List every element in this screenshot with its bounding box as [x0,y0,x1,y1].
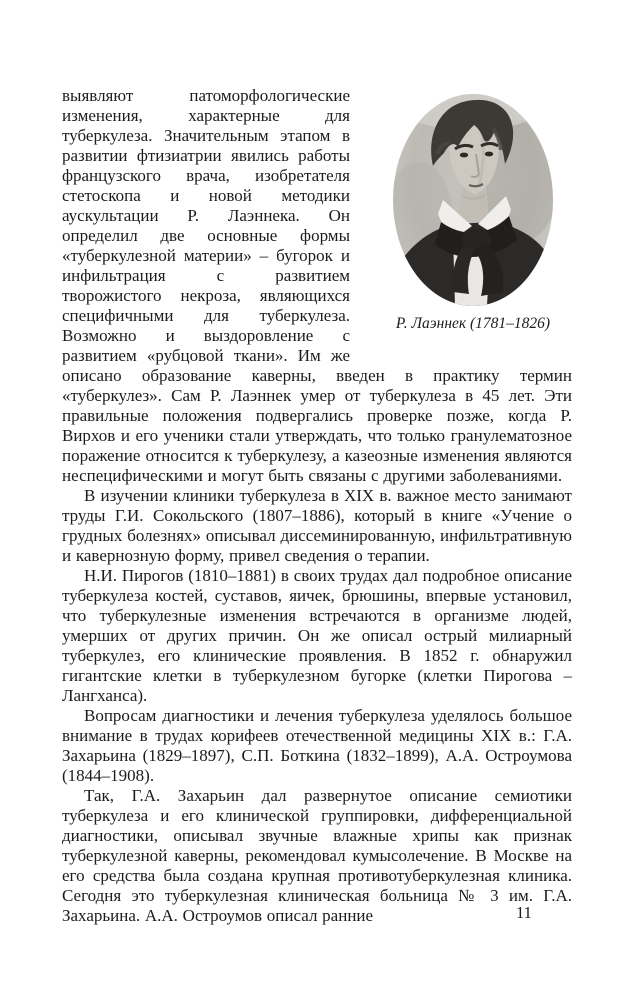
page-content [62,86,572,926]
paragraph: Так, Г.А. Захарьин дал развернутое описание семиотики туберкулеза и его клинической группировки, дифференциальной диагностики, описывал звучные влажные хрипы как признак туберкулезной каверны, рекомендовал кумысолечение. В Москве на его средства была создана крупная противотуберкулезная клиника. Сегодня это туберкулезная клиническая больница № 3 им. Г.А. Захарьина. А.А. Остроумов описал ранние [62,786,572,925]
portrait-caption: Р. Лаэннек (1781–1826) [395,315,551,332]
laennec-portrait-image [393,94,553,306]
laennec-portrait-figure [374,86,572,333]
paragraph: В изучении клиники туберкулеза в XIX в. важное место занимают труды Г.И. Сокольского (1807–1886), который в книге «Учение о грудных болезнях» описывал диссеминированную, инфильтративную и кавернозную форму, привел сведения о терапии. [62,486,572,565]
paragraph: выявляют патоморфологические изменения, характерные для туберкулеза. Значительным этапом в развитии фтизиатрии явились работы французского врача, изобретателя стетоскопа и новой методики аускультации Р. Лаэннека. Он определил две основные формы «туберкулезной материи» – бугорок и инфильтрация с развитием творожистого некроза, являющихся специфичными для туберкулеза. Возможно и выздоровление с развитием «рубцовой ткани». Им же описано образование каверны, введен в практику термин «туберкулез». Сам Р. Лаэннек умер от туберкулеза в 45 лет. Эти правильные положения подвергались проверке позже, когда Р. Вирхов и его ученики стали утверждать, что только гранулематозное поражение относится к туберкулезу, а казеозные изменения являются неспецифическими и могут быть связаны с другими заболеваниями. [62,86,572,485]
paragraph: Н.И. Пирогов (1810–1881) в своих трудах дал подробное описание туберкулеза костей, суставов, яичек, брюшины, впервые установил, что туберкулезные изменения встречаются в организме людей, умерших от других причин. Он же описал острый милиарный туберкулез, его клинические проявления. В 1852 г. обнаружил гигантские клетки в туберкулезном бугорке (клетки Пирогова – Лангханса). [62,566,572,705]
paragraph: Вопросам диагностики и лечения туберкулеза уделялось большое внимание в трудах корифеев отечественной медицины XIX в.: Г.А. Захарьина (1829–1897), С.П. Боткина (1832–1899), А.А. Остроумова (1844–1908). [62,706,572,785]
page-number: 11 [516,903,532,922]
